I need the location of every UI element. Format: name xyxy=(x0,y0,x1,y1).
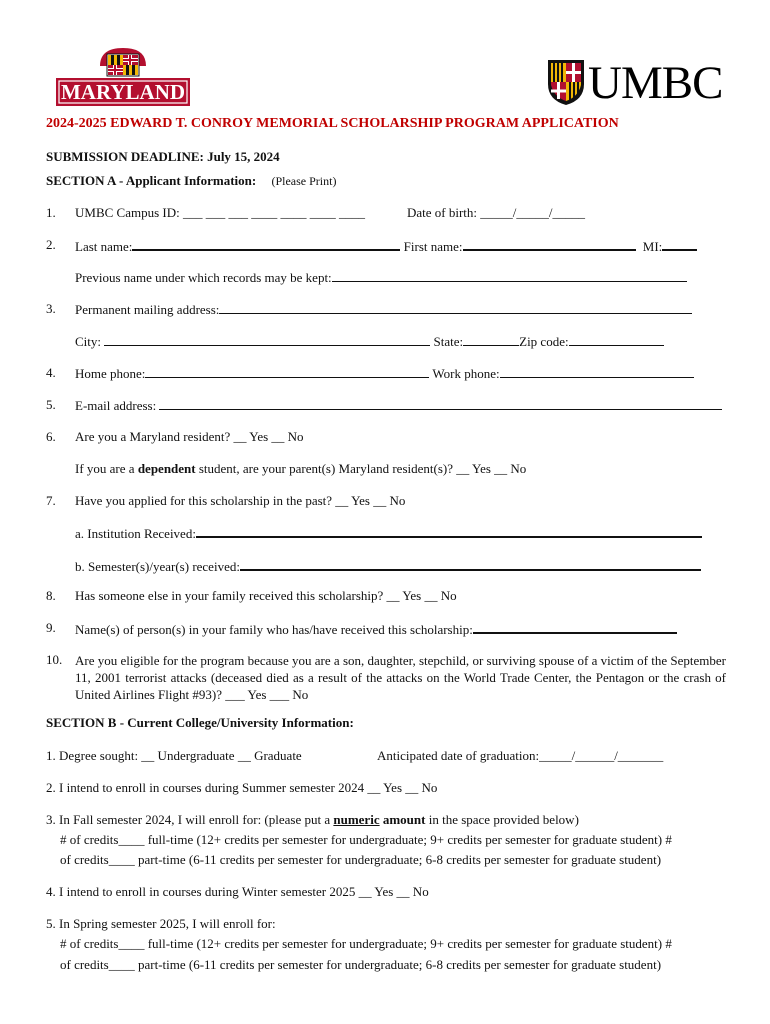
city-label: City: xyxy=(75,334,102,349)
q2-names-row xyxy=(75,237,697,255)
state-label: State: xyxy=(433,334,464,349)
family-names-row xyxy=(75,620,677,638)
email-row xyxy=(75,397,722,414)
previous-name-field[interactable] xyxy=(332,269,687,282)
q1-number: 1. xyxy=(46,205,56,220)
maryland-logo xyxy=(52,44,194,108)
umbc-logo-text: UMBC xyxy=(588,57,723,109)
sept11-eligibility-question[interactable]: Are you eligible for the program because you are a son, daughter, stepchild, or surviving spouse of a victim of the September 11, 2001 terrorist attacks (deceased died as a result of the attacks on the World Trade Center, the Pentagon or the crash of United Airlines Flight #93)? ___ Yes ___ No xyxy=(75,653,726,702)
graduation-date-field[interactable]: Anticipated date of graduation:_____/______/_______ xyxy=(377,748,664,763)
institution-received-label: a. Institution Received: xyxy=(75,526,196,541)
dob-blanks[interactable]: _____/_____/_____ xyxy=(480,205,586,220)
semester-received-field[interactable] xyxy=(240,557,701,571)
zip-field[interactable] xyxy=(569,333,664,346)
last-name-label: Last name: xyxy=(75,239,133,254)
please-print-note: (Please Print) xyxy=(271,174,337,188)
last-name-field[interactable] xyxy=(132,237,400,251)
home-phone-label: Home phone: xyxy=(75,366,146,381)
section-a-heading: SECTION A - Applicant Information: xyxy=(46,173,257,188)
q4-number: 4. xyxy=(46,365,56,380)
dependent-word: dependent xyxy=(137,461,196,476)
applied-before-question[interactable]: Have you applied for this scholarship in the past? __ Yes __ No xyxy=(75,493,406,508)
first-name-field[interactable] xyxy=(463,237,636,251)
summer-enroll-question[interactable]: 2. I intend to enroll in courses during Summer semester 2024 __ Yes __ No xyxy=(46,780,438,795)
q7-number: 7. xyxy=(46,493,56,508)
parent-resident-pre: If you are a xyxy=(75,461,138,476)
q6-number: 6. xyxy=(46,429,56,444)
semester-received-row xyxy=(75,557,701,575)
spring-parttime-credits[interactable]: of credits____ part-time (6-11 credits per semester for undergraduate; 6-8 credits per semester for graduate student) xyxy=(60,957,662,972)
fall-fulltime-credits[interactable]: # of credits____ full-time (12+ credits per semester for undergraduate; 9+ credits per semester for graduate student) # xyxy=(60,832,672,847)
fall-enroll-post: in the space provided below) xyxy=(425,812,579,827)
q1-dob[interactable] xyxy=(407,205,585,221)
maryland-resident-question[interactable]: Are you a Maryland resident? __ Yes __ No xyxy=(75,429,304,444)
q8-number: 8. xyxy=(46,588,56,603)
email-field[interactable] xyxy=(159,397,722,410)
section-a-heading-row xyxy=(46,173,336,189)
q2-number: 2. xyxy=(46,237,56,252)
numeric-word: numeric xyxy=(333,812,380,827)
q3-number: 3. xyxy=(46,301,56,316)
amount-word: amount xyxy=(379,812,426,827)
parent-resident-question[interactable] xyxy=(75,461,526,477)
q1-campus-id[interactable] xyxy=(75,205,365,221)
fall-enroll-pre: 3. In Fall semester 2024, I will enroll for: (please put a xyxy=(46,812,334,827)
submission-deadline: SUBMISSION DEADLINE: July 15, 2024 xyxy=(46,149,280,164)
section-b-heading: SECTION B - Current College/University Information: xyxy=(46,715,354,730)
winter-enroll-question[interactable]: 4. I intend to enroll in courses during Winter semester 2025 __ Yes __ No xyxy=(46,884,429,899)
q5-number: 5. xyxy=(46,397,56,412)
spring-enroll-question: 5. In Spring semester 2025, I will enroll for: xyxy=(46,916,276,931)
umbc-shield-icon xyxy=(546,58,586,106)
fall-enroll-question xyxy=(46,812,579,828)
state-field[interactable] xyxy=(463,333,519,346)
mi-field[interactable] xyxy=(662,237,697,251)
zip-label: Zip code: xyxy=(519,334,569,349)
spring-fulltime-credits[interactable]: # of credits____ full-time (12+ credits per semester for undergraduate; 9+ credits per semester for graduate student) # xyxy=(60,936,672,951)
parent-resident-post: student, are your parent(s) Maryland resident(s)? __ Yes __ No xyxy=(195,461,527,476)
phones-row xyxy=(75,365,694,382)
email-label: E-mail address: xyxy=(75,398,157,413)
mailing-address-label: Permanent mailing address: xyxy=(75,302,220,317)
mailing-address-row xyxy=(75,301,692,318)
mailing-address-field[interactable] xyxy=(219,301,692,314)
form-title: 2024-2025 EDWARD T. CONROY MEMORIAL SCHOLARSHIP PROGRAM APPLICATION xyxy=(46,116,619,131)
institution-received-row xyxy=(75,524,702,542)
campus-id-label: UMBC Campus ID: xyxy=(75,205,180,220)
semester-received-label: b. Semester(s)/year(s) received: xyxy=(75,559,240,574)
work-phone-field[interactable] xyxy=(500,365,694,378)
home-phone-field[interactable] xyxy=(145,365,429,378)
family-names-field[interactable] xyxy=(473,620,677,634)
family-names-label: Name(s) of person(s) in your family who has/have received this scholarship: xyxy=(75,622,473,637)
mi-label: MI: xyxy=(642,239,663,254)
q10-number: 10. xyxy=(46,652,63,667)
fall-parttime-credits[interactable]: of credits____ part-time (6-11 credits per semester for undergraduate; 6-8 credits per semester for graduate student) xyxy=(60,852,662,867)
institution-received-field[interactable] xyxy=(196,524,702,538)
first-name-label: First name: xyxy=(403,239,463,254)
previous-name-row xyxy=(75,269,687,286)
maryland-logo-text: MARYLAND xyxy=(60,80,186,104)
q9-number: 9. xyxy=(46,620,56,635)
city-field[interactable] xyxy=(104,333,430,346)
previous-name-label: Previous name under which records may be kept: xyxy=(75,270,332,285)
family-received-question[interactable]: Has someone else in your family received this scholarship? __ Yes __ No xyxy=(75,588,457,603)
city-state-zip-row xyxy=(75,333,664,350)
work-phone-label: Work phone: xyxy=(432,366,500,381)
degree-sought-question[interactable]: 1. Degree sought: __ Undergraduate __ Graduate xyxy=(46,748,302,763)
dob-label: Date of birth: xyxy=(407,205,478,220)
campus-id-blanks[interactable]: ___ ___ ___ ____ ____ ____ ____ xyxy=(182,205,365,220)
umbc-logo xyxy=(546,58,728,108)
